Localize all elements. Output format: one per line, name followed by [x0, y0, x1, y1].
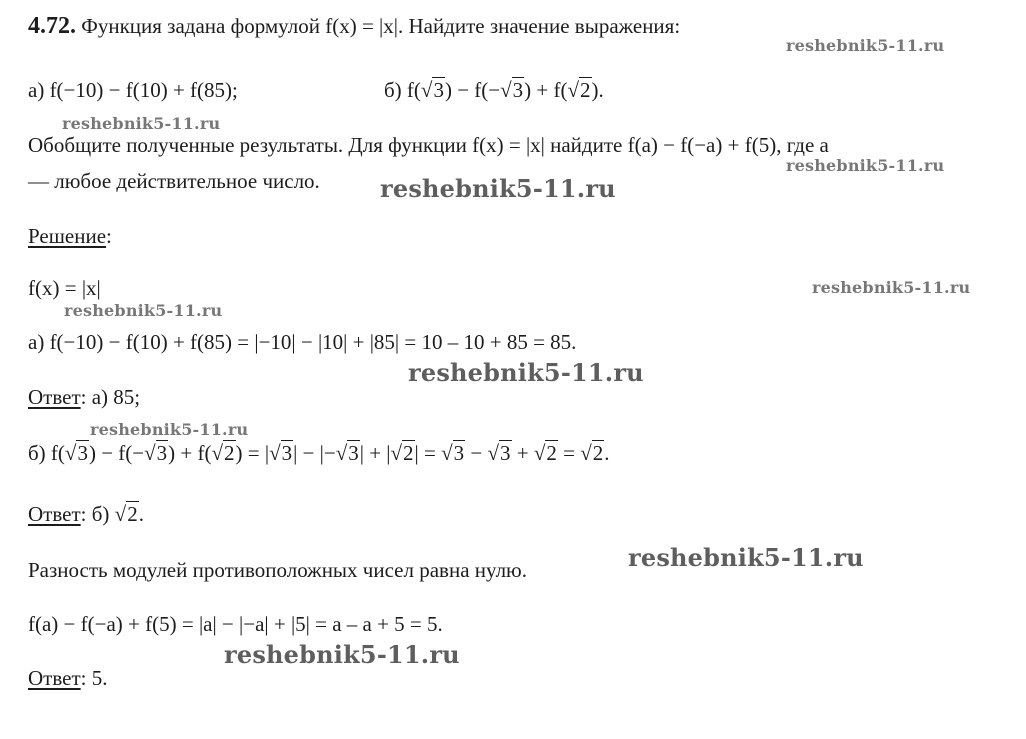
watermark: reshebnik5-11.ru [224, 640, 460, 669]
sqrt-3: √3 [144, 441, 168, 465]
answer-final: Ответ: 5. [28, 666, 108, 690]
sqrt-2: √2 [114, 502, 138, 526]
watermark: reshebnik5-11.ru [408, 358, 644, 387]
solution-note: Разность модулей противоположных чисел равна нулю. [28, 558, 527, 582]
watermark: reshebnik5-11.ru [64, 301, 223, 320]
watermark: reshebnik5-11.ru [628, 543, 864, 572]
generalize-line-1: Обобщите полученные результаты. Для функции f(x) = |x| найдите f(a) − f(−a) + f(5), где a [28, 133, 829, 157]
watermark: reshebnik5-11.ru [62, 114, 221, 133]
sqrt-3: √3 [487, 441, 511, 465]
problem-statement: Функция задана формулой f(x) = |x|. Найдите значение выражения: [81, 14, 681, 38]
solution-heading: Решение: [28, 224, 112, 248]
answer-b: Ответ: б) √2. [28, 502, 144, 526]
problem-number: 4.72. [28, 13, 76, 39]
watermark: reshebnik5-11.ru [380, 174, 616, 203]
solution-general: f(a) − f(−a) + f(5) = |a| − |−a| + |5| = a – a + 5 = 5. [28, 612, 443, 636]
problem-part-a: а) f(−10) − f(10) + f(85); [28, 78, 238, 102]
solution-formula: f(x) = |x| [28, 276, 101, 300]
problem-part-b: б) f(√3) − f(−√3) + f(√2). [384, 78, 604, 102]
watermark: reshebnik5-11.ru [812, 278, 971, 297]
sqrt-3: √3 [500, 78, 524, 102]
sqrt-3: √3 [420, 78, 444, 102]
sqrt-3: √3 [64, 441, 88, 465]
sqrt-2: √2 [580, 441, 604, 465]
answer-label: Ответ [28, 666, 81, 690]
answer-a: Ответ: а) 85; [28, 385, 141, 409]
watermark: reshebnik5-11.ru [786, 156, 945, 175]
sqrt-3: √3 [335, 441, 359, 465]
sqrt-2: √2 [567, 78, 591, 102]
problem-parts-line [28, 78, 604, 102]
solution-part-a: а) f(−10) − f(10) + f(85) = |−10| − |10| + |85| = 10 – 10 + 85 = 85. [28, 330, 577, 354]
problem-title-line [28, 14, 680, 38]
answer-label: Ответ [28, 385, 81, 409]
watermark: reshebnik5-11.ru [786, 36, 945, 55]
sqrt-2: √2 [533, 441, 557, 465]
sqrt-3: √3 [441, 441, 465, 465]
sqrt-2: √2 [390, 441, 414, 465]
generalize-line-2: — любое действительное число. [28, 169, 320, 193]
watermark: reshebnik5-11.ru [90, 420, 249, 439]
answer-label: Ответ [28, 502, 81, 526]
sqrt-3: √3 [269, 441, 293, 465]
solution-part-b: б) f(√3) − f(−√3) + f(√2) = |√3| − |−√3| + |√2| = √3 − √3 + √2 = √2. [28, 441, 610, 465]
sqrt-2: √2 [211, 441, 235, 465]
